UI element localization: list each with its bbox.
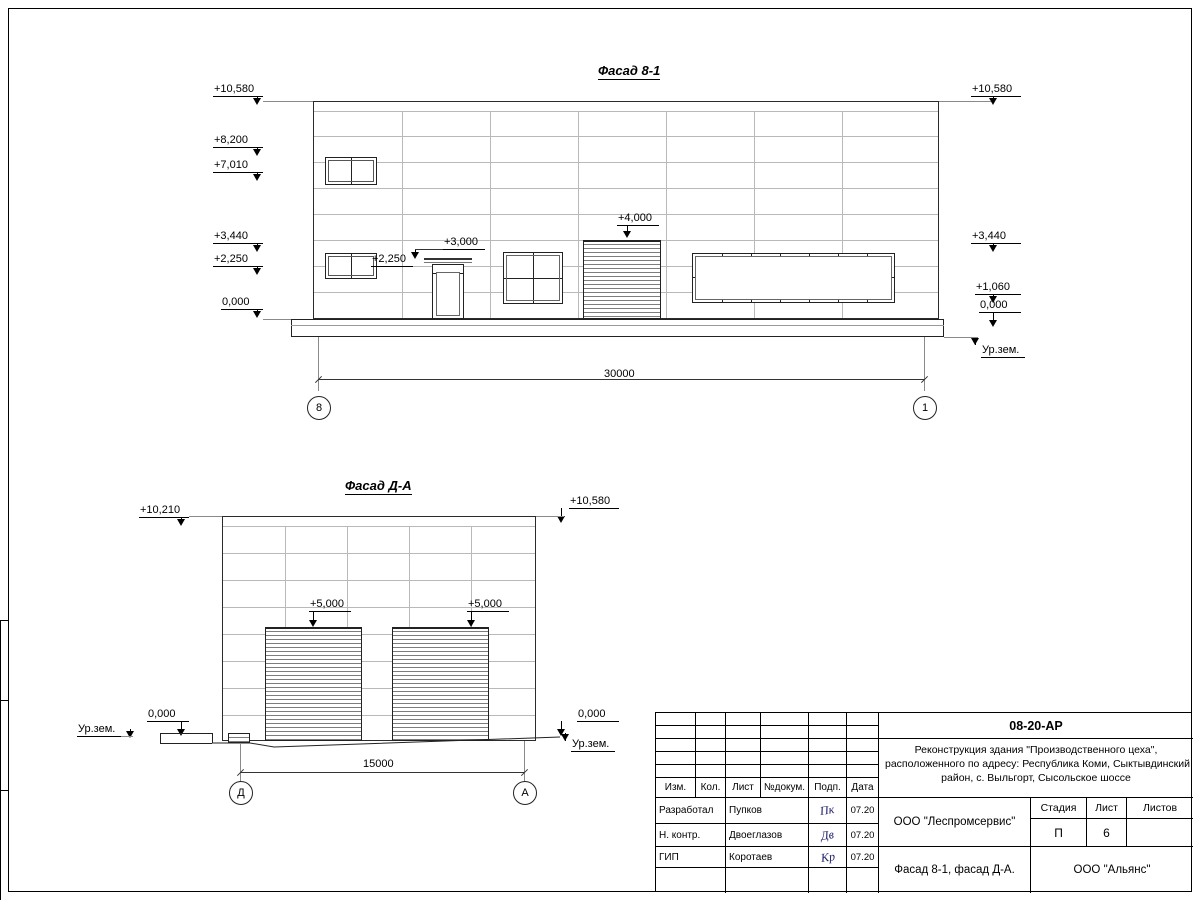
rev-cell [656,752,696,765]
facade2-level-right-1: +10,580 [570,495,611,507]
rev-cell [656,726,696,739]
stamp-header-kol: Кол. [696,778,726,798]
rev-cell [696,765,726,778]
facade2-ground-slope [212,725,564,755]
stamp-date-empty [847,868,879,893]
left-tab-1 [0,620,8,621]
stamp-name-empty [726,868,809,893]
facade1-level-left-5: +2,250 [214,253,248,265]
facade1-level-left-3: +7,010 [214,159,248,171]
title-block [655,712,1192,892]
facade1-level-right-1: +10,580 [972,83,1013,95]
facade1-level-left-4: +3,440 [214,230,248,242]
rev-cell [847,726,879,739]
rev-cell [847,739,879,752]
facade1-axis-right: 1 [913,396,937,420]
stamp-sign-0 [809,798,847,824]
facade1-level-right-4: 0,000 [980,299,1008,311]
facade2-axis-left: Д [229,781,253,805]
stamp-stage-header: Стадия [1031,798,1087,819]
facade1-level-left-1: +10,580 [214,83,255,95]
stamp-header-list: Лист [726,778,761,798]
stamp-role-empty [656,868,726,893]
facade1-plinth [291,319,944,337]
facade1-canopy [424,258,472,260]
stamp-date-1: 07.20 [847,824,879,847]
rev-cell [656,713,696,726]
stamp-stage-value: П [1031,819,1087,847]
left-tab-2 [0,700,8,701]
stamp-name-1: Двоеглазов [726,824,809,847]
rev-cell [847,752,879,765]
facade1-dimension: 30000 [604,368,635,380]
facade2-gate-right-lintel [392,627,489,629]
stamp-company: ООО "Леспромсервис" [879,798,1031,847]
stamp-code: 08-20-АР [879,713,1193,739]
stamp-sign-2 [809,847,847,868]
facade2-ground-riser-1 [160,733,161,743]
stamp-date-0: 07.20 [847,798,879,824]
facade2-title: Фасад Д-А [345,479,412,495]
facade1-canopy-edge [424,262,472,263]
rev-cell [809,726,847,739]
rev-cell [656,739,696,752]
signature-2: Кр [819,848,836,865]
stamp-name-0: Пупков [726,798,809,824]
rev-cell [726,739,761,752]
rev-cell [726,752,761,765]
rev-cell [696,739,726,752]
facade1-ground-label: Ур.зем. [982,344,1020,356]
facade2-gate-mark-left: +5,000 [310,598,344,610]
stamp-lists-value [1127,819,1193,847]
facade2-axis-right: А [513,781,537,805]
rev-cell [761,739,809,752]
rev-cell [726,713,761,726]
facade1-window-upper-inner [328,160,374,182]
facade2-ground-step-2 [160,743,212,744]
rev-cell [761,726,809,739]
facade1-ribbon-window-inner [695,256,892,300]
rev-cell [696,726,726,739]
facade2-level-left-2: 0,000 [148,708,176,720]
rev-cell [696,713,726,726]
left-edge-line [0,620,1,900]
stamp-date-2: 07.20 [847,847,879,868]
stamp-sign-empty [809,868,847,893]
signature-1: Дв [820,826,835,843]
facade2-gate-right [392,627,489,741]
rev-cell [847,765,879,778]
facade1-plinth-joint [291,325,944,326]
rev-cell [761,713,809,726]
signature-0: Пк [819,802,836,818]
facade1-mark-3000: +3,000 [444,236,478,248]
facade2-ground-step-1 [160,733,212,734]
facade1-axis-left: 8 [307,396,331,420]
stamp-project-line-0: Реконструкция здания "Производственного цеха", [914,744,1158,756]
facade1-gate [583,240,661,319]
stamp-name-2: Коротаев [726,847,809,868]
facade1-window-lower-left-inner [328,256,374,276]
left-tab-3 [0,790,8,791]
facade2-gate-mark-right: +5,000 [468,598,502,610]
stamp-project-line-1: расположенного по адресу: Республика Коми, Сыктывдинский [885,758,1190,771]
stamp-role-0: Разработал [656,798,726,824]
facade1-level-right-3: +1,060 [976,281,1010,293]
facade1-gate-lintel [583,240,661,242]
stamp-org: ООО "Альянс" [1073,864,1151,876]
stamp-header-podp: Подп. [809,778,847,798]
stamp-lists-header: Листов [1127,798,1193,819]
facade2-dimension: 15000 [363,758,394,770]
rev-cell [809,739,847,752]
stamp-role-1: Н. контр. [656,824,726,847]
stamp-list-value: 6 [1087,819,1127,847]
rev-cell [656,765,696,778]
rev-cell [726,765,761,778]
stamp-role-2: ГИП [656,847,726,868]
rev-cell [809,765,847,778]
facade1-mark-2250: +2,250 [372,253,406,265]
facade2-ground-label-right: Ур.зем. [572,738,610,750]
facade2-gate-left-lintel [265,627,362,629]
stamp-header-ndoc: №докум. [761,778,809,798]
rev-cell [761,752,809,765]
rev-cell [809,752,847,765]
stamp-project [879,739,1193,798]
facade1-level-left-2: +8,200 [214,134,248,146]
rev-cell [847,713,879,726]
rev-cell [696,752,726,765]
facade1-window-center-inner [506,255,560,301]
stamp-header-data: Дата [847,778,879,798]
facade2-gate-left [265,627,362,741]
stamp-sign-1 [809,824,847,847]
facade2-ground-label-left: Ур.зем. [78,723,116,735]
facade1-level-right-2: +3,440 [972,230,1006,242]
stamp-header-izm: Изм. [656,778,696,798]
stamp-sheet-title: Фасад 8-1, фасад Д-А. [879,847,1031,893]
facade1-level-left-6: 0,000 [222,296,250,308]
rev-cell [809,713,847,726]
facade2-level-left-1: +10,210 [140,504,181,516]
facade1-entrance-door-leaf [436,272,460,316]
rev-cell [726,726,761,739]
rev-cell [761,765,809,778]
facade2-level-right-2: 0,000 [578,708,606,720]
facade1-title: Фасад 8-1 [598,64,660,80]
stamp-list-header: Лист [1087,798,1127,819]
stamp-project-line-2: район, с. Выльгорт, Сысольское шоссе [941,772,1131,785]
facade1-mark-4000: +4,000 [618,212,652,224]
